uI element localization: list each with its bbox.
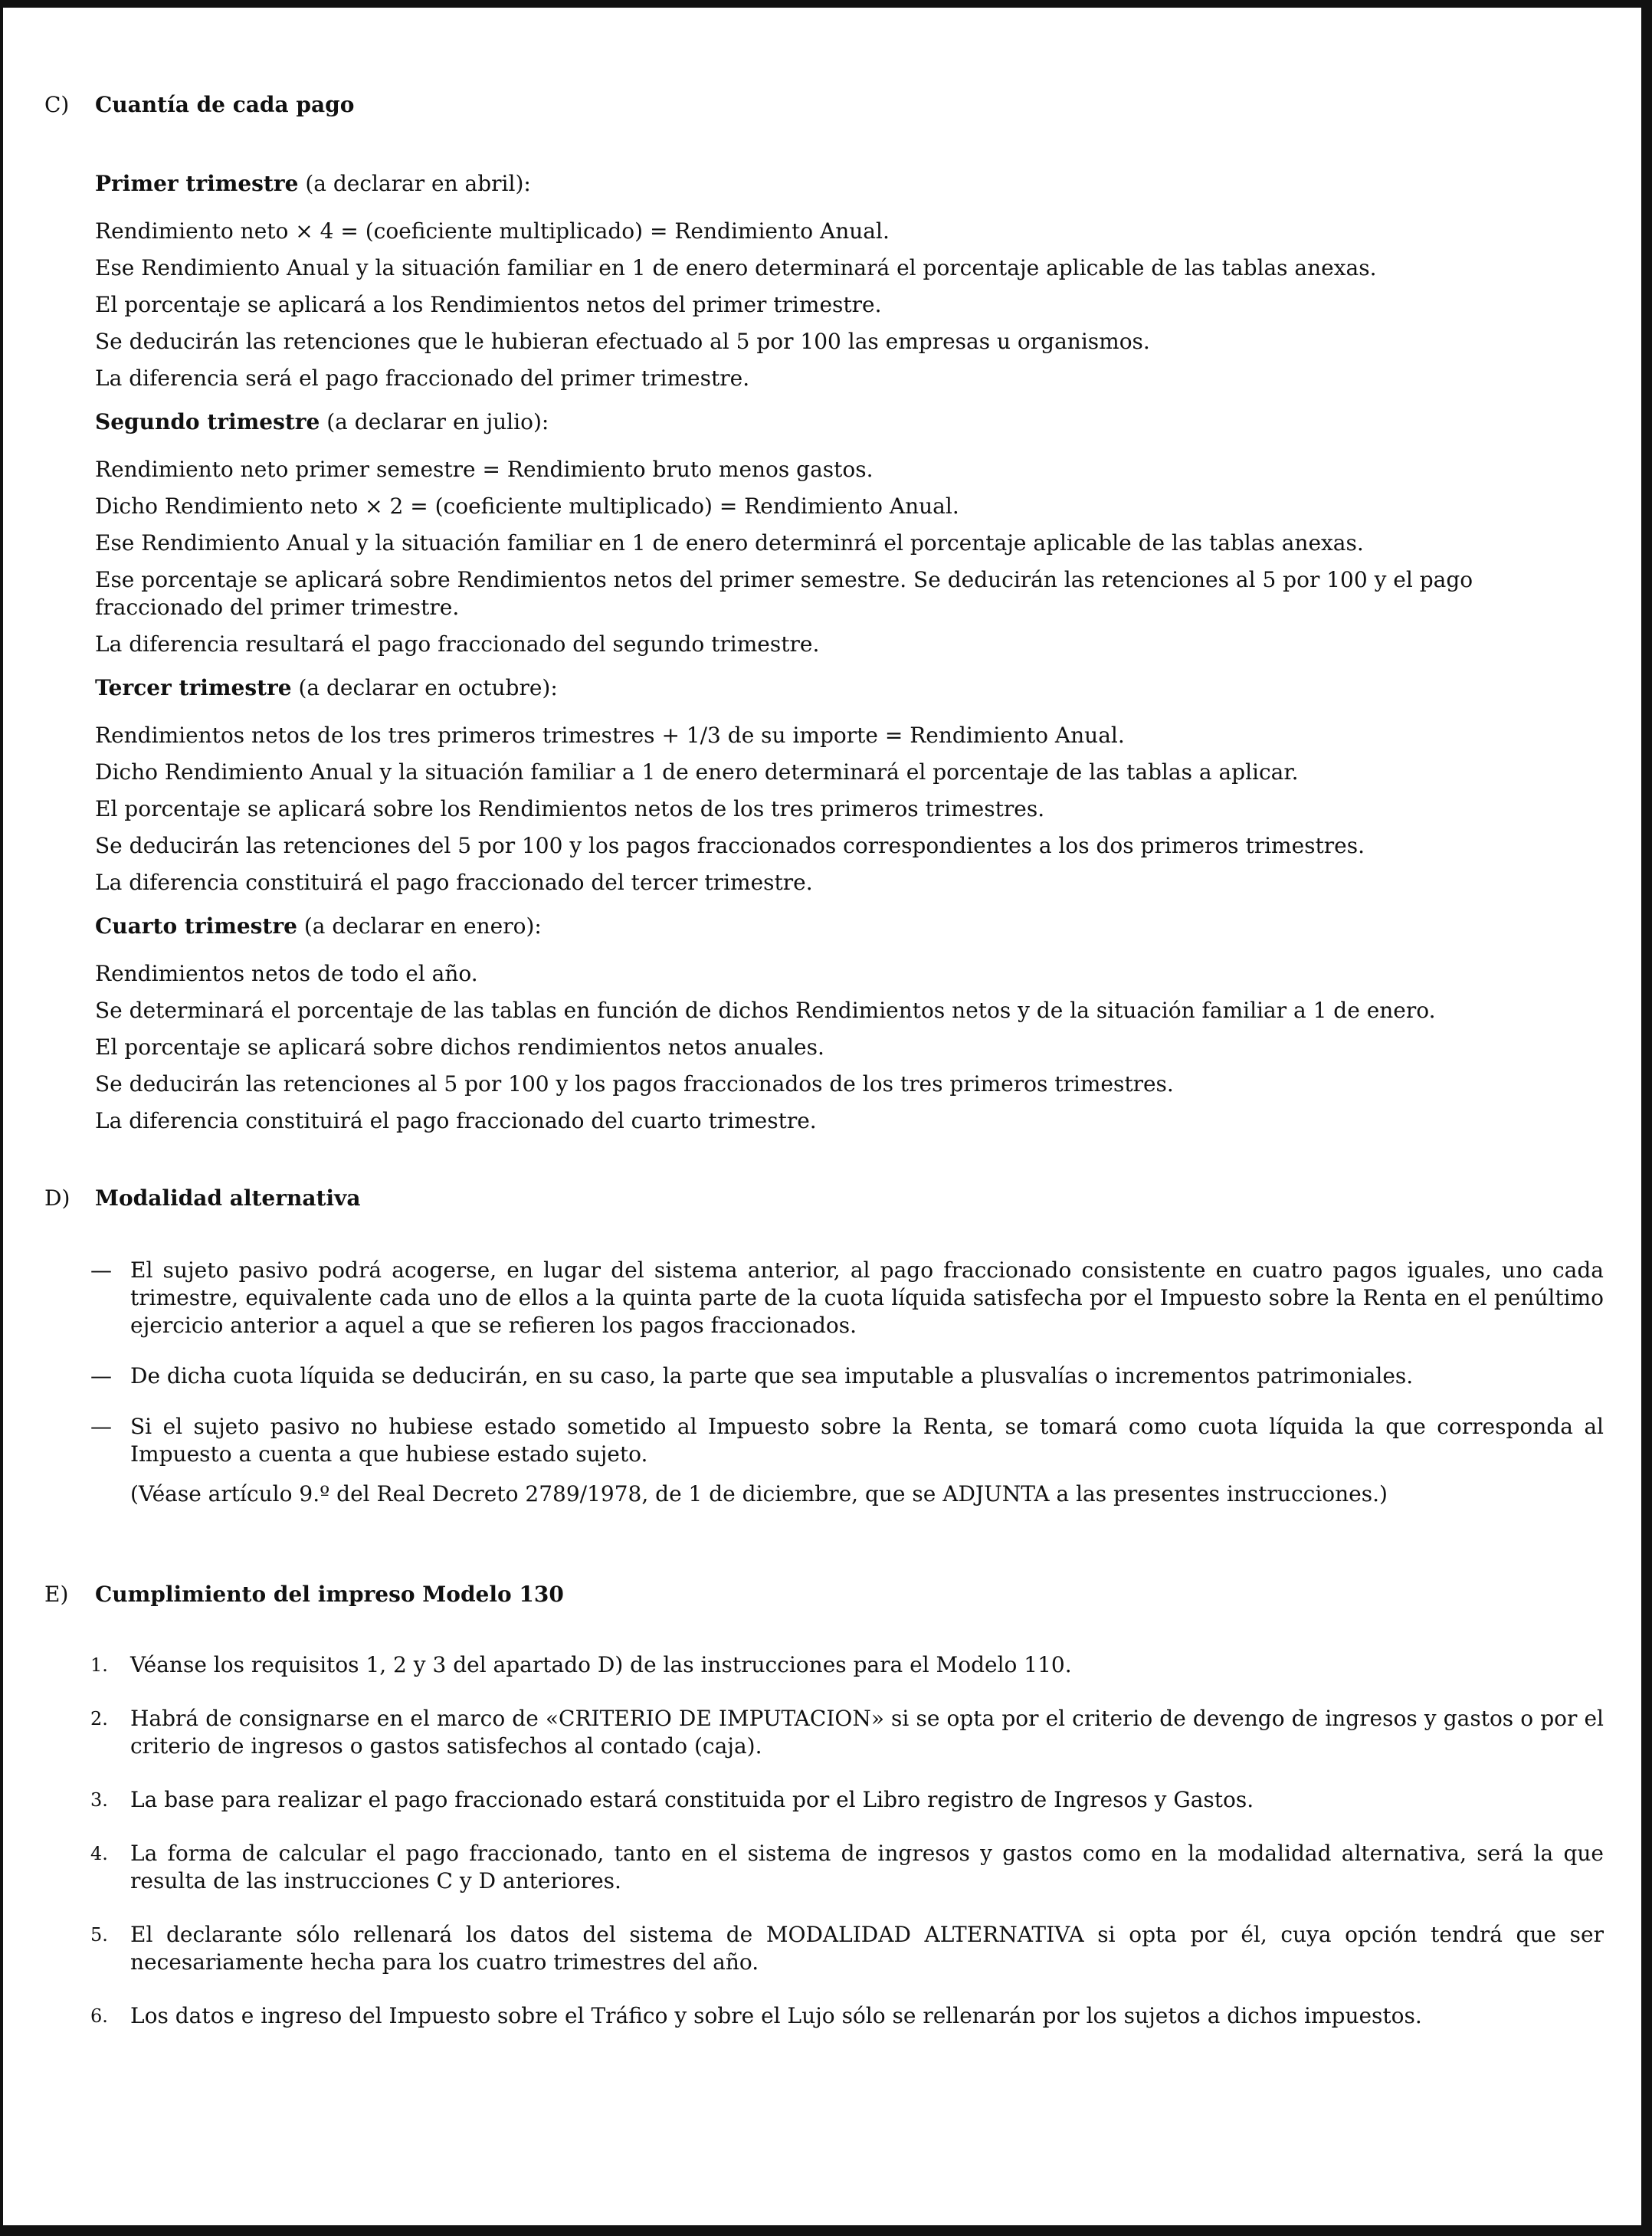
trimestre-title: Segundo trimestre (95, 409, 320, 434)
section-letter: E) (44, 1582, 69, 1607)
text-line: El porcentaje se aplicará a los Rendimientos netos del primer trimestre. (95, 292, 882, 317)
section-title: Cuantía de cada pago (95, 92, 355, 117)
text-line: La diferencia constituirá el pago fraccionado del cuarto trimestre. (95, 1108, 817, 1133)
list-item (90, 1651, 1604, 1679)
trimestre-block (95, 171, 1604, 392)
trimestre-block (95, 409, 1604, 658)
list-item-text: El declarante sólo rellenará los datos del sistema de MODALIDAD ALTERNATIVA si opta por él, cuya opción tendrá que ser necesariamente hecha para los cuatro trimestres del año. (130, 1922, 1604, 1975)
item-number: 1. (90, 1654, 108, 1676)
list-item-text: De dicha cuota líquida se deducirán, en su caso, la parte que sea imputable a plusvalías o incrementos patrimoniales. (130, 1363, 1414, 1388)
text-line: Se determinará el porcentaje de las tablas en función de dichos Rendimientos netos y de la situación familiar a 1 de enero. (95, 998, 1436, 1023)
list-item-text: Si el sujeto pasivo no hubiese estado sometido al Impuesto sobre la Renta, se tomará como cuota líquida la que corresponda al Impuesto a cuenta a que hubiese estado sujeto. (130, 1414, 1604, 1467)
list-item (90, 1840, 1604, 1895)
text-line: El porcentaje se aplicará sobre dichos rendimientos netos anuales. (95, 1034, 824, 1060)
text-line: Dicho Rendimiento neto × 2 = (coeficiente multiplicado) = Rendimiento Anual. (95, 493, 959, 519)
list-item-text: La base para realizar el pago fraccionado estará constituida por el Libro registro de Ingresos y Gastos. (130, 1787, 1254, 1812)
section-letter: D) (44, 1185, 70, 1211)
text-line: Rendimientos netos de los tres primeros trimestres + 1/3 de su importe = Rendimiento Anual. (95, 723, 1125, 748)
section-d-heading (44, 1185, 1604, 1211)
section-c-body (95, 171, 1604, 1135)
list-item-text: La forma de calcular el pago fraccionado, tanto en el sistema de ingresos y gastos como en la modalidad alternativa, será la que resulta de las instrucciones C y D anteriores. (130, 1841, 1604, 1893)
text-line: Rendimientos netos de todo el año. (95, 961, 478, 986)
trimestre-block (95, 913, 1604, 1135)
section-letter: C) (44, 92, 70, 117)
list-item (90, 1413, 1604, 1468)
trimestre-block (95, 675, 1604, 897)
list-item-text: Los datos e ingreso del Impuesto sobre el Tráfico y sobre el Lujo sólo se rellenarán por los sujetos a dichos impuestos. (130, 2003, 1422, 2028)
trimestre-heading (95, 171, 1604, 196)
section-e-list (90, 1651, 1604, 2030)
dash-bullet: — (90, 1363, 112, 1388)
item-number: 3. (90, 1789, 108, 1811)
text-line: Dicho Rendimiento Anual y la situación familiar a 1 de enero determinará el porcentaje de las tablas a aplicar. (95, 759, 1299, 785)
trimestre-heading (95, 913, 1604, 939)
text-line: Rendimiento neto × 4 = (coeficiente multiplicado) = Rendimiento Anual. (95, 218, 890, 244)
trimestre-note: (a declarar en abril): (298, 171, 531, 196)
section-title: Modalidad alternativa (95, 1185, 361, 1211)
list-item-text: Véanse los requisitos 1, 2 y 3 del apartado D) de las instrucciones para el Modelo 110. (130, 1652, 1072, 1677)
list-item (90, 1362, 1604, 1390)
page-border-bottom (0, 2225, 1652, 2236)
section-title: Cumplimiento del impreso Modelo 130 (95, 1582, 564, 1607)
page-border-right (1641, 0, 1652, 2236)
text-line: La diferencia será el pago fraccionado del primer trimestre. (95, 366, 750, 391)
list-item-text: Habrá de consignarse en el marco de «CRITERIO DE IMPUTACION» si se opta por el criterio de devengo de ingresos y gastos o por el criterio de ingresos o gastos satisfechos al contado (caja). (130, 1706, 1604, 1759)
item-number: 6. (90, 2005, 108, 2027)
dash-bullet: — (90, 1257, 112, 1283)
text-line: Se deducirán las retenciones del 5 por 100 y los pagos fraccionados correspondientes a los dos primeros trimestres. (95, 833, 1365, 858)
trimestre-note: (a declarar en julio): (320, 409, 549, 434)
page-border-top (0, 0, 1652, 8)
list-item (90, 2002, 1604, 2030)
page-border-left (0, 0, 3, 2236)
text-line: La diferencia constituirá el pago fraccionado del tercer trimestre. (95, 870, 813, 895)
trimestre-heading (95, 675, 1604, 700)
section-e-heading (44, 1582, 1604, 1607)
trimestre-title: Tercer trimestre (95, 675, 292, 700)
text-line: Ese porcentaje se aplicará sobre Rendimientos netos del primer semestre. Se deducirán las retenciones al 5 por 100 y el pago fraccionado del primer trimestre. (95, 567, 1473, 620)
trimestre-heading (95, 409, 1604, 434)
list-item-text: El sujeto pasivo podrá acogerse, en lugar del sistema anterior, al pago fraccionado consistente en cuatro pagos iguales, uno cada trimestre, equivalente cada uno de ellos a la quinta parte de la cuota líquida satisfecha por el Impuesto sobre la Renta en el penúltimo ejercicio anterior a aquel a que se refieren los pagos fraccionados. (130, 1257, 1604, 1338)
item-number: 2. (90, 1708, 108, 1729)
text-line: La diferencia resultará el pago fraccionado del segundo trimestre. (95, 631, 820, 657)
list-item (90, 1786, 1604, 1814)
list-item (90, 1257, 1604, 1339)
trimestre-note: (a declarar en enero): (297, 913, 542, 939)
text-line: Ese Rendimiento Anual y la situación familiar en 1 de enero determinrá el porcentaje aplicable de las tablas anexas. (95, 530, 1364, 556)
reference-note: (Véase artículo 9.º del Real Decreto 2789/1978, de 1 de diciembre, que se ADJUNTA a las presentes instrucciones.) (130, 1481, 1388, 1507)
document-body (44, 92, 1604, 2056)
text-line: Ese Rendimiento Anual y la situación familiar en 1 de enero determinará el porcentaje aplicable de las tablas anexas. (95, 255, 1377, 280)
trimestre-title: Cuarto trimestre (95, 913, 297, 939)
list-item (90, 1921, 1604, 1976)
section-c-heading (44, 92, 1604, 117)
list-item (90, 1705, 1604, 1760)
dash-bullet: — (90, 1414, 112, 1439)
item-number: 4. (90, 1843, 108, 1864)
trimestre-title: Primer trimestre (95, 171, 299, 196)
text-line: El porcentaje se aplicará sobre los Rendimientos netos de los tres primeros trimestres. (95, 796, 1045, 821)
section-d-list (90, 1257, 1604, 1468)
text-line: Rendimiento neto primer semestre = Rendimiento bruto menos gastos. (95, 457, 874, 482)
trimestre-note: (a declarar en octubre): (291, 675, 558, 700)
text-line: Se deducirán las retenciones al 5 por 100 y los pagos fraccionados de los tres primeros trimestres. (95, 1071, 1174, 1097)
text-line: Se deducirán las retenciones que le hubieran efectuado al 5 por 100 las empresas u organismos. (95, 329, 1150, 354)
item-number: 5. (90, 1924, 108, 1946)
